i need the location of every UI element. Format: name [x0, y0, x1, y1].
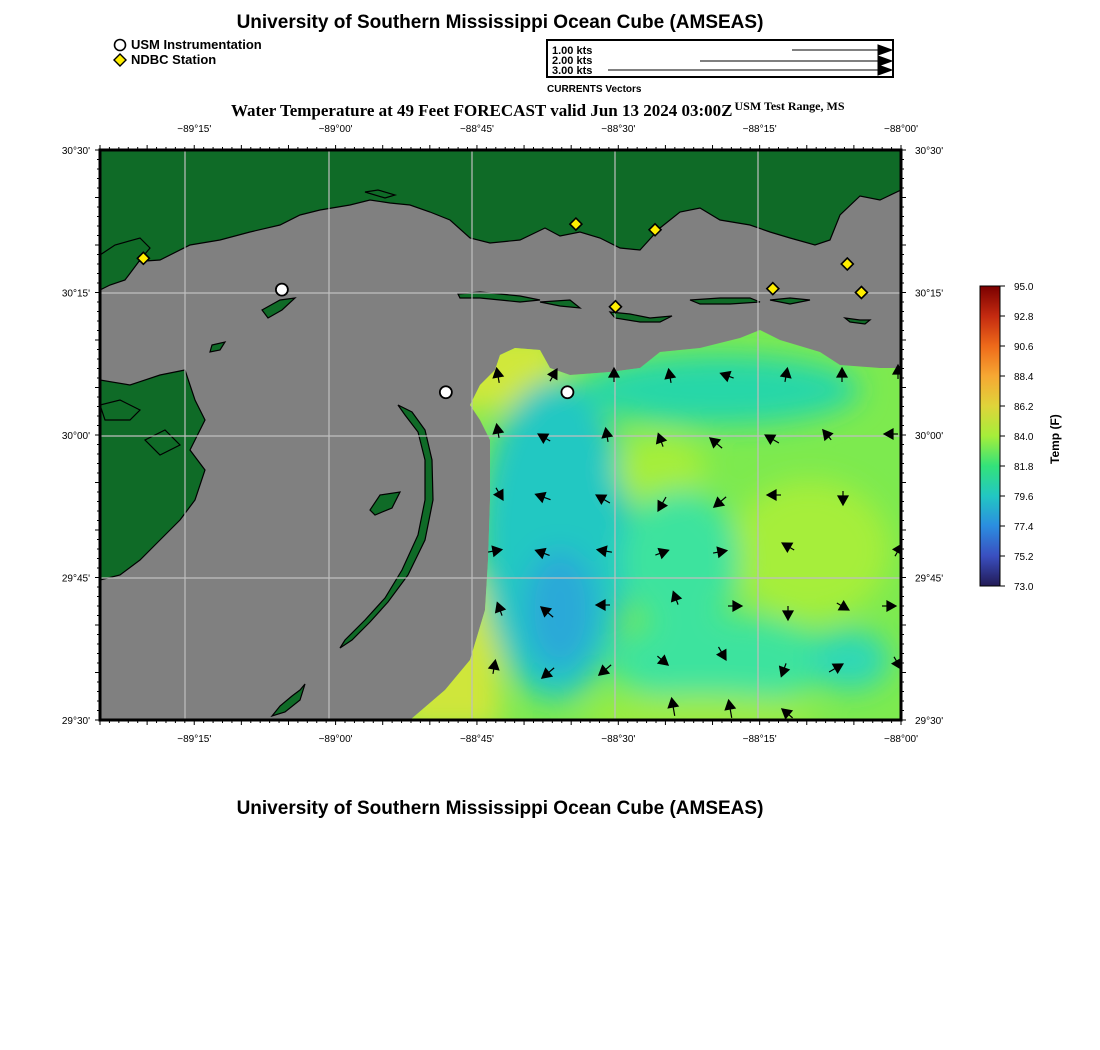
lat-tick-label-right: 29°45'	[915, 573, 944, 585]
lon-tick-label-bottom: −88°15'	[742, 734, 777, 745]
lon-tick-label-top: −88°15'	[742, 124, 777, 135]
lon-tick-label-top: −88°30'	[601, 124, 636, 135]
lat-tick-label-left: 30°30'	[61, 146, 90, 157]
colorbar	[975, 280, 1075, 600]
colorbar-tick-label: 73.0	[1014, 582, 1034, 593]
colorbar-tick-label: 84.0	[1014, 432, 1034, 443]
lat-tick-label-right: 30°30'	[915, 146, 944, 157]
colorbar-label: Temp (F)	[1048, 414, 1062, 464]
colorbar-gradient	[980, 286, 1000, 586]
colorbar-tick-label: 79.6	[1014, 492, 1034, 503]
lon-tick-label-top: −89°00'	[318, 124, 353, 135]
currents-legend-title: CURRENTS Vectors	[547, 84, 642, 95]
lat-tick-label-left: 29°45'	[61, 573, 90, 585]
lon-tick-label-top: −88°45'	[459, 124, 494, 135]
currents-legend-1kt: 1.00 kts	[552, 45, 593, 57]
lat-tick-label-right: 30°00'	[915, 431, 944, 442]
legend-ndbc-label: NDBC Station	[131, 52, 217, 67]
map-region: USM Test Range, MS	[734, 99, 845, 113]
usm-station-marker	[276, 284, 288, 296]
lat-tick-label-right: 30°15'	[915, 288, 944, 300]
colorbar-tick-label: 92.8	[1014, 312, 1034, 323]
lat-tick-label-right: 29°30'	[915, 716, 944, 727]
lon-tick-label-bottom: −89°15'	[177, 734, 212, 745]
lon-tick-label-bottom: −88°30'	[601, 734, 636, 745]
lon-tick-label-top: −89°15'	[177, 124, 212, 135]
footer-title: University of Southern Mississippi Ocean Cube (AMSEAS)	[236, 798, 764, 819]
colorbar-tick-label: 77.4	[1014, 522, 1034, 533]
lon-tick-label-bottom: −88°45'	[459, 734, 494, 745]
lon-tick-label-top: −88°00'	[884, 124, 918, 135]
lat-tick-label-left: 30°00'	[61, 431, 90, 442]
colorbar-tick-label: 75.2	[1014, 552, 1034, 563]
lat-tick-label-left: 30°15'	[61, 288, 90, 300]
usm-station-marker	[440, 386, 452, 398]
colorbar-tick-label: 95.0	[1014, 282, 1034, 293]
colorbar-tick-label: 90.6	[1014, 342, 1034, 353]
colorbar-tick-label: 86.2	[1014, 402, 1034, 413]
map-subtitle-text: Water Temperature at 49 Feet FORECAST valid Jun 13 2024 03:00Z	[231, 101, 733, 120]
colorbar-tick-label: 88.4	[1014, 372, 1034, 383]
legend-usm-label: USM Instrumentation	[131, 37, 262, 52]
lon-tick-label-bottom: −88°00'	[884, 734, 918, 745]
currents-legend-2kt: 2.00 kts	[552, 55, 593, 67]
colorbar-tick-label: 81.8	[1014, 462, 1034, 473]
lon-tick-label-bottom: −89°00'	[318, 734, 353, 745]
currents-legend-3kt: 3.00 kts	[552, 65, 593, 77]
page-title: University of Southern Mississippi Ocean Cube (AMSEAS)	[236, 12, 764, 33]
lat-tick-label-left: 29°30'	[61, 716, 90, 727]
usm-station-marker	[561, 386, 573, 398]
